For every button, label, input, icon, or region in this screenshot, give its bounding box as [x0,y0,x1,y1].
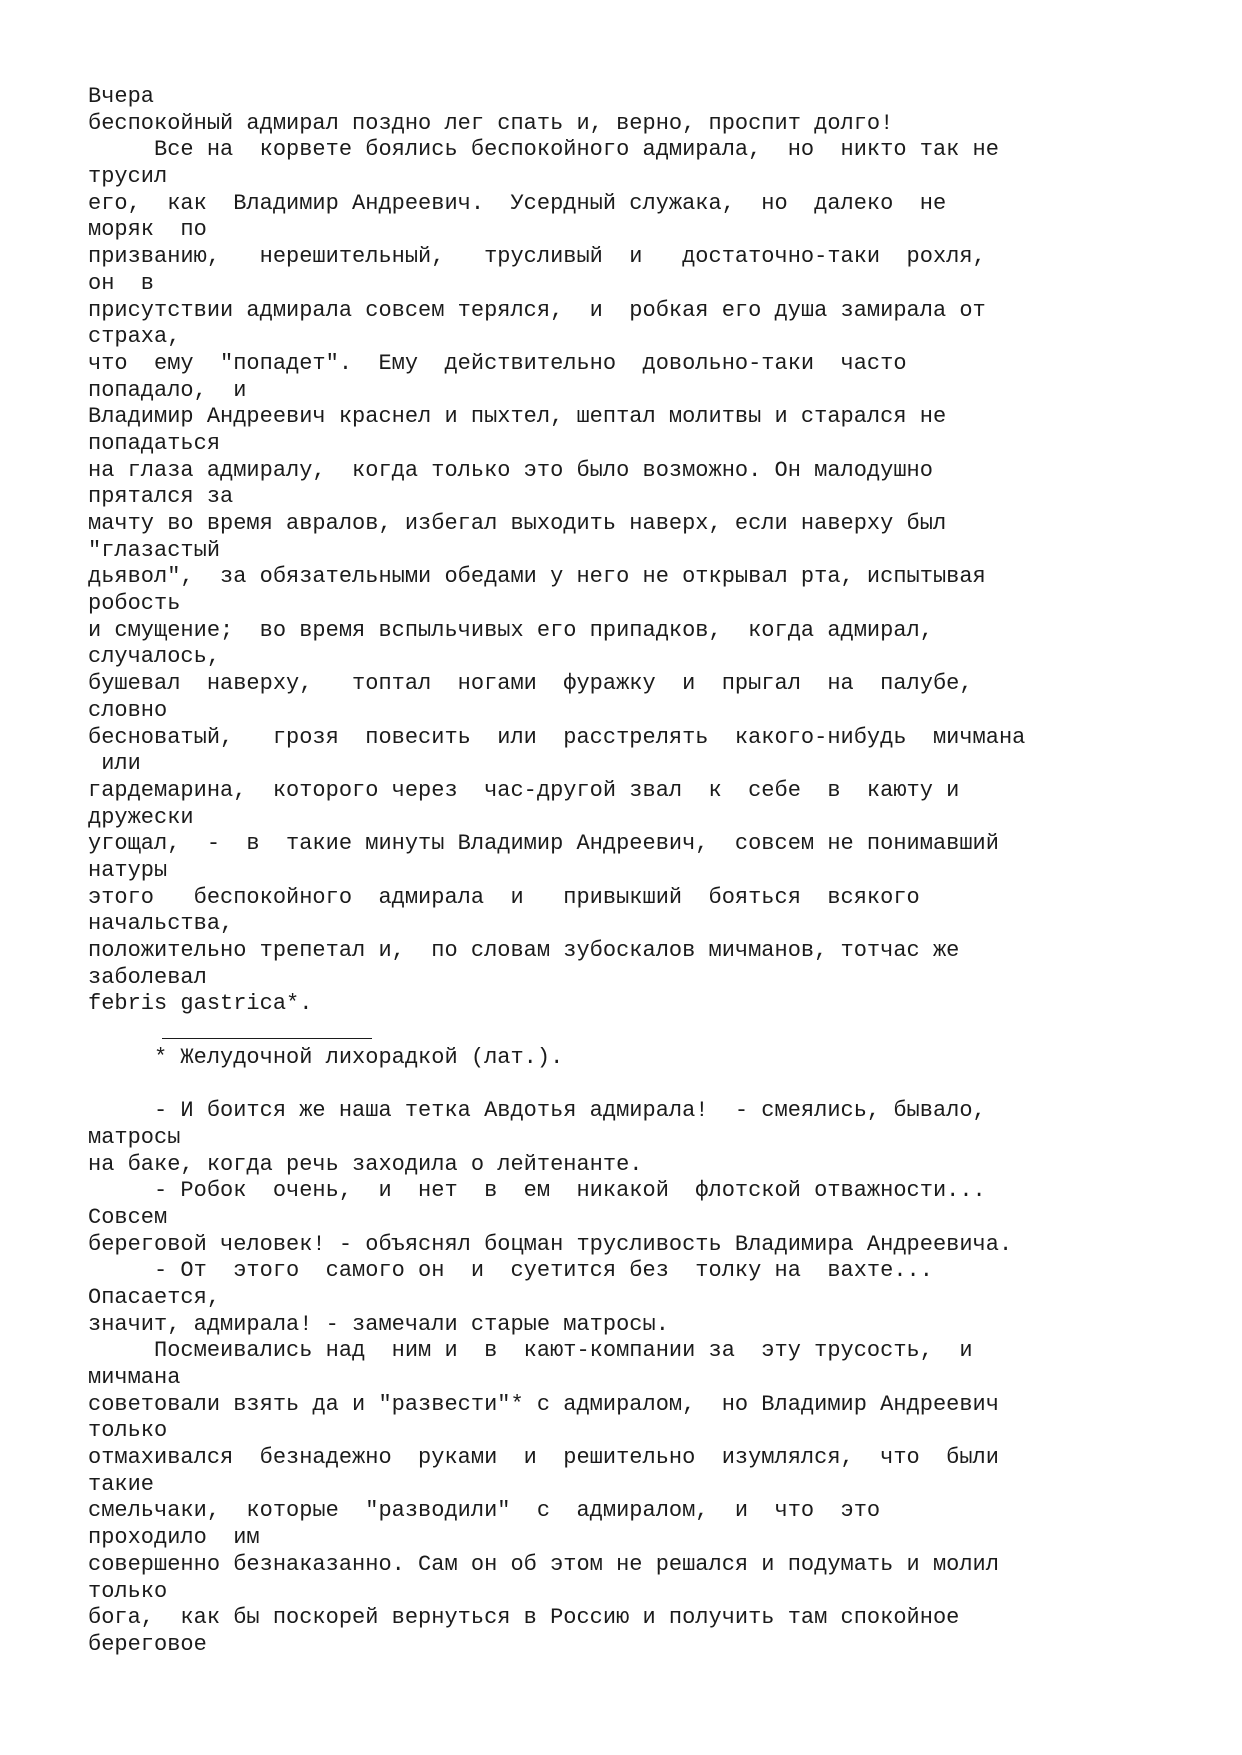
text-line: - От этого самого он и суетится без толку на вахте... [88,1258,933,1284]
footnote-rule [162,1038,372,1039]
text-line: бога, как бы поскорей вернуться в Россию и получить там спокойное [88,1605,960,1631]
text-line: дьявол", за обязательными обедами у него не открывал рта, испытывая [88,564,986,590]
text-line: трусил [88,164,168,190]
text-line: береговой человек! - объяснял боцман трусливость Владимира Андреевича. [88,1231,1013,1257]
text-line: попадало, и [88,377,247,403]
text-line: попадаться [88,430,221,456]
text-line: натуры [88,857,168,883]
text-line: такие [88,1471,155,1497]
text-line: словно [88,697,168,723]
text-line: бушевал наверху, топтал ногами фуражку и прыгал на палубе, [88,671,973,697]
text-line: значит, адмирала! - замечали старые матросы. [88,1311,669,1337]
text-line: и смущение; во время вспыльчивых его припадков, когда адмирал, [88,617,933,643]
text-line: проходило им [88,1525,260,1551]
text-line: этого беспокойного адмирала и привыкший бояться всякого [88,884,920,910]
text-line: мичмана [88,1365,181,1390]
text-line: на глаза адмиралу, когда только это было возможно. Он малодушно [88,457,933,483]
text-line: мачту во время авралов, избегал выходить наверх, если наверху был [88,511,947,536]
text-line: призванию, нерешительный, трусливый и достаточно-таки рохля, [88,244,986,270]
text-line: положительно трепетал и, по словам зубоскалов мичманов, тотчас же [88,938,960,963]
text-line: береговое [88,1631,207,1657]
text-line: Совсем [88,1204,168,1230]
text-line: только [88,1578,168,1604]
text-line: совершенно безнаказанно. Сам он об этом не решался и подумать и молил [88,1551,999,1577]
text-line: беспокойный адмирал поздно лег спать и, верно, проспит долго! [88,110,894,136]
text-line: бесноватый, грозя повесить или расстрелять какого-нибудь мичмана [88,724,1026,750]
text-line: прятался за [88,484,234,510]
text-line: заболевал [88,964,207,990]
footnote: * Желудочной лихорадкой (лат.). [88,1044,564,1070]
text-line: на баке, когда речь заходила о лейтенанте. [88,1151,643,1177]
text-line: гардемарина, которого через час-другой звал к себе в каюту и [88,777,960,803]
text-line: робость [88,591,181,617]
text-line: смельчаки, которые "разводили" с адмиралом, и что это [88,1498,881,1524]
text-line: угощал, - в такие минуты Владимир Андреевич, совсем не понимавший [88,831,999,857]
text-line: Владимир Андреевич краснел и пыхтел, шептал молитвы и старался не [88,404,947,430]
footnote-separator [88,1018,1228,1045]
text-line: его, как Владимир Андреевич. Усердный служака, но далеко не [88,190,947,216]
text-line: Опасается, [88,1284,221,1310]
text-line: "глазастый [88,537,221,563]
text-line: febris gastrica*. [88,991,313,1017]
text-line: матросы [88,1124,181,1150]
blank-line [88,1071,1228,1098]
text-line: отмахивался безнадежно руками и решительно изумлялся, что были [88,1445,999,1471]
text-line: страха, [88,324,181,350]
text-line: советовали взять да и "развести"* с адмиралом, но Владимир Андреевич [88,1391,999,1417]
text-line: начальства, [88,911,234,937]
text-line: случалось, [88,644,221,670]
text-line: Все на корвете боялись беспокойного адмирала, но никто так не [88,137,999,163]
text-line: Посмеивались над ним и в кают-компании за эту трусость, и [88,1338,973,1364]
text-line: только [88,1418,168,1444]
text-line: присутствии адмирала совсем терялся, и робкая его душа замирала от [88,297,986,323]
text-line: он в [88,270,155,296]
document-text [88,84,1228,1659]
text-line: или [88,751,141,777]
text-line: - Робок очень, и нет в ем никакой флотской отважности... [88,1178,986,1204]
text-line: что ему "попадет". Ему действительно довольно-таки часто [88,350,907,376]
text-line: - И боится же наша тетка Авдотья адмирала! - смеялись, бывало, [88,1098,986,1124]
text-line: дружески [88,804,194,830]
text-line: Вчера [88,84,155,109]
text-line: моряк по [88,217,207,243]
